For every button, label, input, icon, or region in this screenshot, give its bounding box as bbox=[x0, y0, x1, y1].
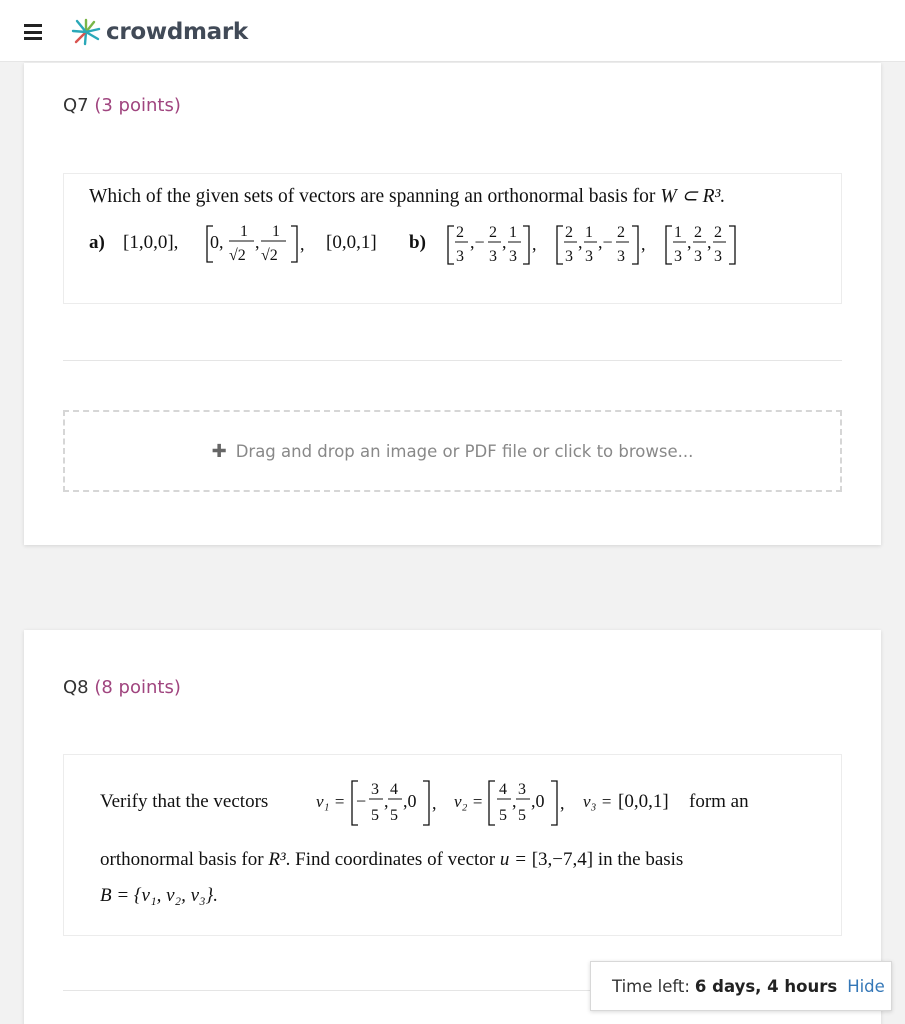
option-b-v3-num-2: 2 bbox=[694, 224, 702, 241]
question-label: Q8 bbox=[63, 677, 89, 698]
upload-instructions: Drag and drop an image or PDF file or click to browse... bbox=[235, 441, 694, 461]
option-b-v3-num-3: 2 bbox=[714, 224, 722, 241]
v1-den-1: 5 bbox=[371, 807, 379, 824]
crowdmark-burst-icon bbox=[70, 17, 102, 47]
v1-label: v₁ = bbox=[316, 792, 346, 811]
v2-den-2: 5 bbox=[518, 807, 526, 824]
question-title bbox=[63, 677, 181, 698]
option-b-v2-num-1: 2 bbox=[565, 224, 573, 241]
option-a-v2-num-2: 1 bbox=[272, 223, 280, 240]
option-a-v2-lead: 0, bbox=[210, 232, 224, 252]
svg-text:,: , bbox=[255, 232, 260, 252]
option-b-v3-den-2: 3 bbox=[694, 248, 702, 265]
question-card-q7 bbox=[24, 63, 881, 545]
q8-text-line-2-mid: . Find coordinates of vector bbox=[285, 849, 496, 870]
q8-math-space: R³ bbox=[268, 849, 286, 870]
option-a-vector-1: [1,0,0], bbox=[123, 232, 179, 253]
q8-text-line-2-tail: in the basis bbox=[597, 849, 684, 870]
svg-text:,: , bbox=[707, 232, 712, 252]
v2-label: v₂ = bbox=[454, 792, 484, 811]
svg-text:,: , bbox=[641, 234, 646, 254]
option-b-v2-num-3: 2 bbox=[617, 224, 625, 241]
time-left-value: 6 days, 4 hours bbox=[694, 976, 838, 996]
v3-value: [0,0,1] bbox=[618, 791, 669, 812]
question-title bbox=[63, 95, 181, 116]
v2-num-1: 4 bbox=[499, 781, 507, 798]
question-points: (8 points) bbox=[94, 677, 181, 698]
option-b-vector-1 bbox=[448, 224, 537, 265]
svg-text:,: , bbox=[578, 232, 583, 252]
option-a-v2-den-2: √2 bbox=[261, 247, 278, 264]
option-a-vector-2 bbox=[207, 223, 305, 264]
question-points: (3 points) bbox=[94, 95, 181, 116]
plus-icon: ✚ bbox=[211, 440, 227, 462]
svg-text:,: , bbox=[560, 793, 565, 813]
option-b-v1-den-2: 3 bbox=[489, 248, 497, 265]
q8-vectors-formula bbox=[100, 775, 800, 835]
option-b-vector-3 bbox=[666, 224, 735, 265]
section-divider bbox=[63, 360, 842, 361]
question-label: Q7 bbox=[63, 95, 89, 116]
question-text bbox=[89, 184, 725, 208]
svg-text:,−: ,− bbox=[470, 232, 485, 252]
u-value: [3,−7,4] bbox=[531, 849, 594, 870]
vector-v3 bbox=[583, 791, 669, 812]
svg-text:,: , bbox=[432, 793, 437, 813]
hamburger-icon[interactable] bbox=[24, 24, 42, 40]
v1-tail: ,0 bbox=[403, 791, 417, 811]
option-a-vector-3: [0,0,1] bbox=[326, 232, 377, 253]
u-label: u = bbox=[499, 849, 527, 870]
option-b-v1-den-3: 3 bbox=[509, 248, 517, 265]
option-b-label: b) bbox=[409, 232, 426, 253]
option-a-v2-num-1: 1 bbox=[240, 223, 248, 240]
question-content bbox=[63, 754, 842, 936]
option-b-v2-den-2: 3 bbox=[585, 248, 593, 265]
time-left-widget bbox=[590, 961, 892, 1011]
v1-den-2: 5 bbox=[390, 807, 398, 824]
option-b-v1-num-2: 2 bbox=[489, 224, 497, 241]
time-left-label: Time left: bbox=[612, 976, 690, 996]
q8-text-line-2-lead: orthonormal basis for bbox=[100, 849, 264, 870]
svg-text:,: , bbox=[502, 232, 507, 252]
svg-text:,−: ,− bbox=[598, 232, 613, 252]
hide-timer-link[interactable]: Hide bbox=[847, 976, 885, 996]
option-b-v1-num-3: 1 bbox=[509, 224, 517, 241]
basis-set: B = {v₁, v₂, v₃}. bbox=[100, 885, 218, 906]
v1-num-1: 3 bbox=[371, 781, 379, 798]
option-a-v2-den-1: √2 bbox=[229, 247, 246, 264]
v2-num-2: 3 bbox=[518, 781, 526, 798]
svg-text:,: , bbox=[512, 791, 517, 811]
option-b-v3-den-1: 3 bbox=[674, 248, 682, 265]
option-b-v3-num-1: 1 bbox=[674, 224, 682, 241]
file-upload-dropzone[interactable] bbox=[63, 410, 842, 492]
q8-text-line-2 bbox=[100, 849, 683, 871]
crowdmark-logo[interactable] bbox=[70, 14, 248, 50]
top-bar bbox=[0, 0, 905, 62]
v2-tail: ,0 bbox=[531, 791, 545, 811]
option-b-v1-den-1: 3 bbox=[456, 248, 464, 265]
option-b-v3-den-3: 3 bbox=[714, 248, 722, 265]
question-text-main: Which of the given sets of vectors are spanning an orthonormal basis for bbox=[89, 186, 656, 207]
svg-text:−: − bbox=[356, 791, 367, 811]
svg-text:,: , bbox=[384, 791, 389, 811]
option-b-vector-2 bbox=[557, 224, 646, 265]
vector-v2 bbox=[454, 781, 565, 825]
question-math-subspace: W ⊂ R³. bbox=[660, 186, 726, 207]
v2-den-1: 5 bbox=[499, 807, 507, 824]
svg-text:,: , bbox=[532, 234, 537, 254]
option-b-v2-num-2: 1 bbox=[585, 224, 593, 241]
svg-text:,: , bbox=[687, 232, 692, 252]
logo-text: crowdmark bbox=[106, 19, 248, 45]
v3-label: v₃ = bbox=[583, 792, 613, 811]
option-b-v2-den-3: 3 bbox=[617, 248, 625, 265]
q7-options-formula bbox=[89, 220, 789, 286]
option-a-label: a) bbox=[89, 232, 105, 253]
option-b-v2-den-1: 3 bbox=[565, 248, 573, 265]
option-b-v1-num-1: 2 bbox=[456, 224, 464, 241]
q8-text-tail: form an bbox=[689, 791, 749, 812]
svg-text:,: , bbox=[300, 234, 305, 254]
question-content bbox=[63, 173, 842, 304]
q8-text-line-3 bbox=[100, 885, 218, 907]
vector-v1 bbox=[316, 781, 437, 825]
q8-text-lead: Verify that the vectors bbox=[100, 791, 269, 812]
v1-num-2: 4 bbox=[390, 781, 398, 798]
